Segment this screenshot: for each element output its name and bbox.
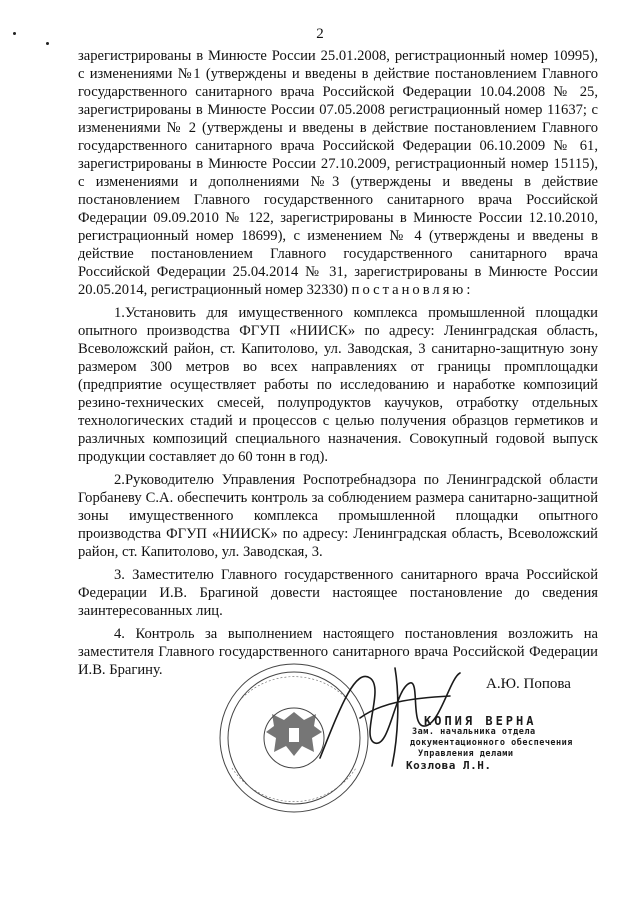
document-body [78, 47, 598, 679]
stamp-line-3: документационного обеспечения [410, 738, 573, 748]
signer-name: А.Ю. Попова [486, 676, 571, 692]
stamp-line-4: Управления делами [418, 749, 514, 759]
paragraph-item-3: 3. Заместителю Главного государственного санитарного врача Российской Федерации И.В. Брагиной довести настоящее постановление до сведения заинтересованных лиц. [78, 567, 598, 619]
stamp-line-1: КОПИЯ ВЕРНА [424, 714, 537, 728]
paragraph-preamble [78, 47, 598, 299]
preamble-text: зарегистрированы в Минюсте России 25.01.2008, регистрационный номер 10995), с изменениями №1 (утверждены и введены в действие постановлением Главного государственного санитарного врача Российской Федерации 10.04.2008 № 25, зарегистрированы в Минюсте России 07.05.2008 регистрационный номер 11637; с изменениями № 2 (утверждены и введены в действие постановлением Главного государственного санитарного врача Российской Федерации 06.10.2009 № 61, зарегистрированы в Минюсте России 27.10.2009, регистрационный номер 15115), с изменениями и дополнениями №3 (утверждены и введены в действие постановлением Главного государственного санитарного врача Российской Федерации 09.09.2010 № 122, зарегистрированы в Минюсте России 12.10.2010, регистрационный номер 18699), с изменением № 4 (утверждены и введены в действие постановлением Главного государственного санитарного врача Российской Федерации 25.04.2014 № 31, зарегистрированы в Минюсте России 20.05.2014, регистрационный номер 32330) [78, 48, 598, 298]
page-number: 2 [316, 26, 324, 42]
paragraph-item-4: 4. Контроль за выполнением настоящего постановления возложить на заместителя Главного государственного санитарного врача Российской Федерации И.В. Брагину. [78, 626, 598, 678]
copy-certification-stamp [398, 716, 613, 796]
stamp-line-5: Козлова Л.Н. [406, 759, 492, 772]
keyword-postanovlyayu: постановляю: [351, 282, 474, 298]
paragraph-item-2: 2.Руководителю Управления Роспотребнадзора по Ленинградской области Горбаневу С.А. обеспечить контроль за соблюдением размера санитарно-защитной зоны имущественного комплекса промышленной площадки опытного производства ФГУП «НИИСК» по адресу: Ленинградская область, Всеволожский район, ст. Капитолово, ул. Заводская, 3. [78, 472, 598, 560]
stamp-line-2: Зам. начальника отдела [412, 727, 536, 737]
paragraph-item-1: 1.Установить для имущественного комплекса промышленной площадки опытного производства ФГУП «НИИСК» по адресу: Ленинградская область, Всеволожский район, ст. Капитолово, ул. Заводская, 3 санитарно-защитную зону размером 300 метров во всех направлениях от границы промплощадки (предприятие осуществляет работы по исследованию и наработке композиций резино-технических смесей, полупродуктов каучуков, отработку отдельных технологических стадий и процессов с целью получения образцов герметиков и различных композиций специального назначения. Совокупный годовой выпуск продукции составляет до 60 тонн в год). [78, 305, 598, 465]
